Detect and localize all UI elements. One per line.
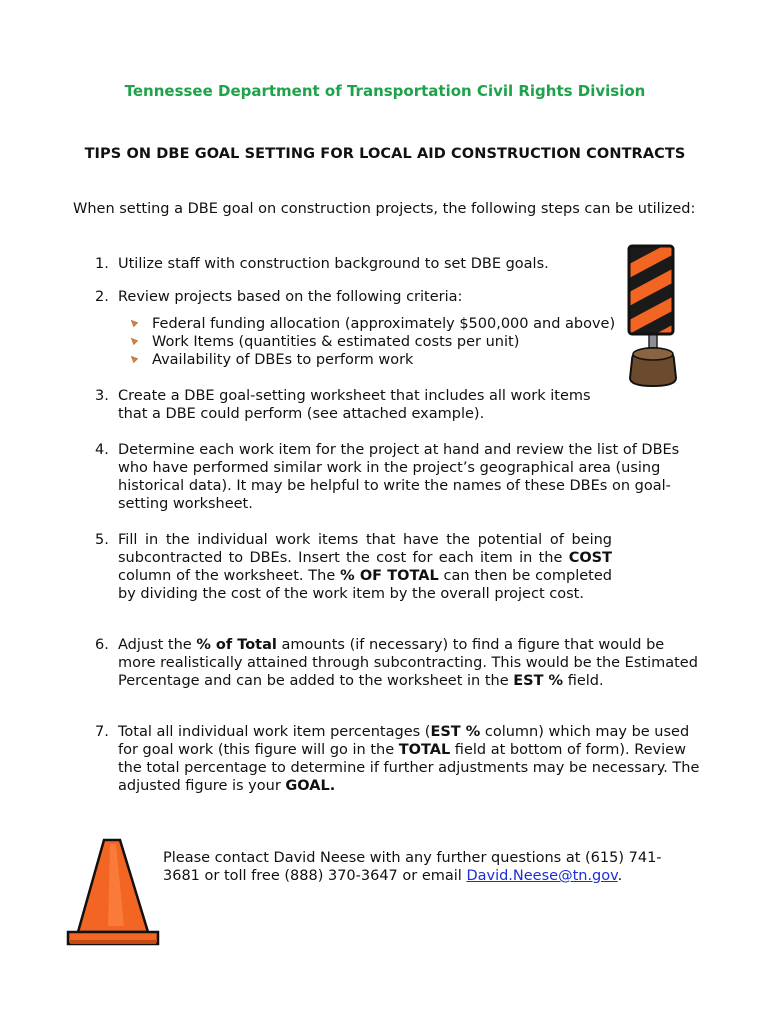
percent-of-total-keyword: % of Total [196,637,277,653]
step-text: Create a DBE goal-setting worksheet that includes all work items that a DBE could perform (see attached example). [118,388,591,422]
step-text: Fill in the individual work items that have the potential of being subcontracted to DBEs. Insert the cost for each item in the COST column of the worksheet. The % OF TOTAL can then be completed by dividing the cost of the work item by the overall project cost. [118,532,612,602]
criteria-text: Federal funding allocation (approximately $500,000 and above) [152,316,616,332]
step-number: 6. [95,637,109,653]
step-number: 4. [95,442,109,458]
contact-paragraph: Please contact David Neese with any further questions at (615) 741-3681 or toll free (888) 370-3647 or email David.Neese@tn.gov. [163,850,662,884]
bullet-icon [130,355,139,364]
traffic-cone-icon [64,836,162,952]
step-text: Utilize staff with construction background to set DBE goals. [118,256,549,272]
intro-paragraph: When setting a DBE goal on construction projects, the following steps can be utilized: [73,201,696,217]
step-number: 1. [95,256,109,272]
criteria-text: Work Items (quantities & estimated costs per unit) [152,334,520,350]
cost-keyword: COST [568,550,612,566]
step-text: Adjust the % of Total amounts (if necessary) to find a figure that would be more realistically attained through subcontracting. This would be the Estimated Percentage and can be added to the worksheet in the EST % field. [118,637,698,689]
bullet-icon [130,319,139,328]
step-number: 2. [95,289,109,305]
est-percent-keyword: EST % [430,724,481,740]
document-title: TIPS ON DBE GOAL SETTING FOR LOCAL AID CONSTRUCTION CONTRACTS [84,146,686,162]
goal-keyword: GOAL. [285,778,336,794]
total-keyword: TOTAL [398,742,451,758]
step-number: 3. [95,388,109,404]
email-link[interactable]: David.Neese@tn.gov [466,868,618,884]
est-percent-keyword: EST % [513,673,564,689]
step-number: 5. [95,532,109,548]
bullet-icon [130,337,139,346]
step-number: 7. [95,724,109,740]
step-text: Review projects based on the following criteria: [118,289,463,305]
percent-of-total-keyword: % OF TOTAL [340,568,439,584]
step-text: Determine each work item for the project at hand and review the list of DBEs who have performed similar work in the project’s geographical area (using historical data). It may be helpful to write the names of these DBEs on goal-setting worksheet. [118,442,680,512]
step-text: Total all individual work item percentages (EST % column) which may be used for goal work (this figure will go in the TOTAL field at bottom of form). Review the total percentage to determine if further adjustments may be necessary. The adjusted figure is your GOAL. [118,724,700,794]
criteria-text: Availability of DBEs to perform work [152,352,414,368]
barricade-icon [618,240,686,388]
page-header: Tennessee Department of Transportation Civil Rights Division [124,82,646,100]
